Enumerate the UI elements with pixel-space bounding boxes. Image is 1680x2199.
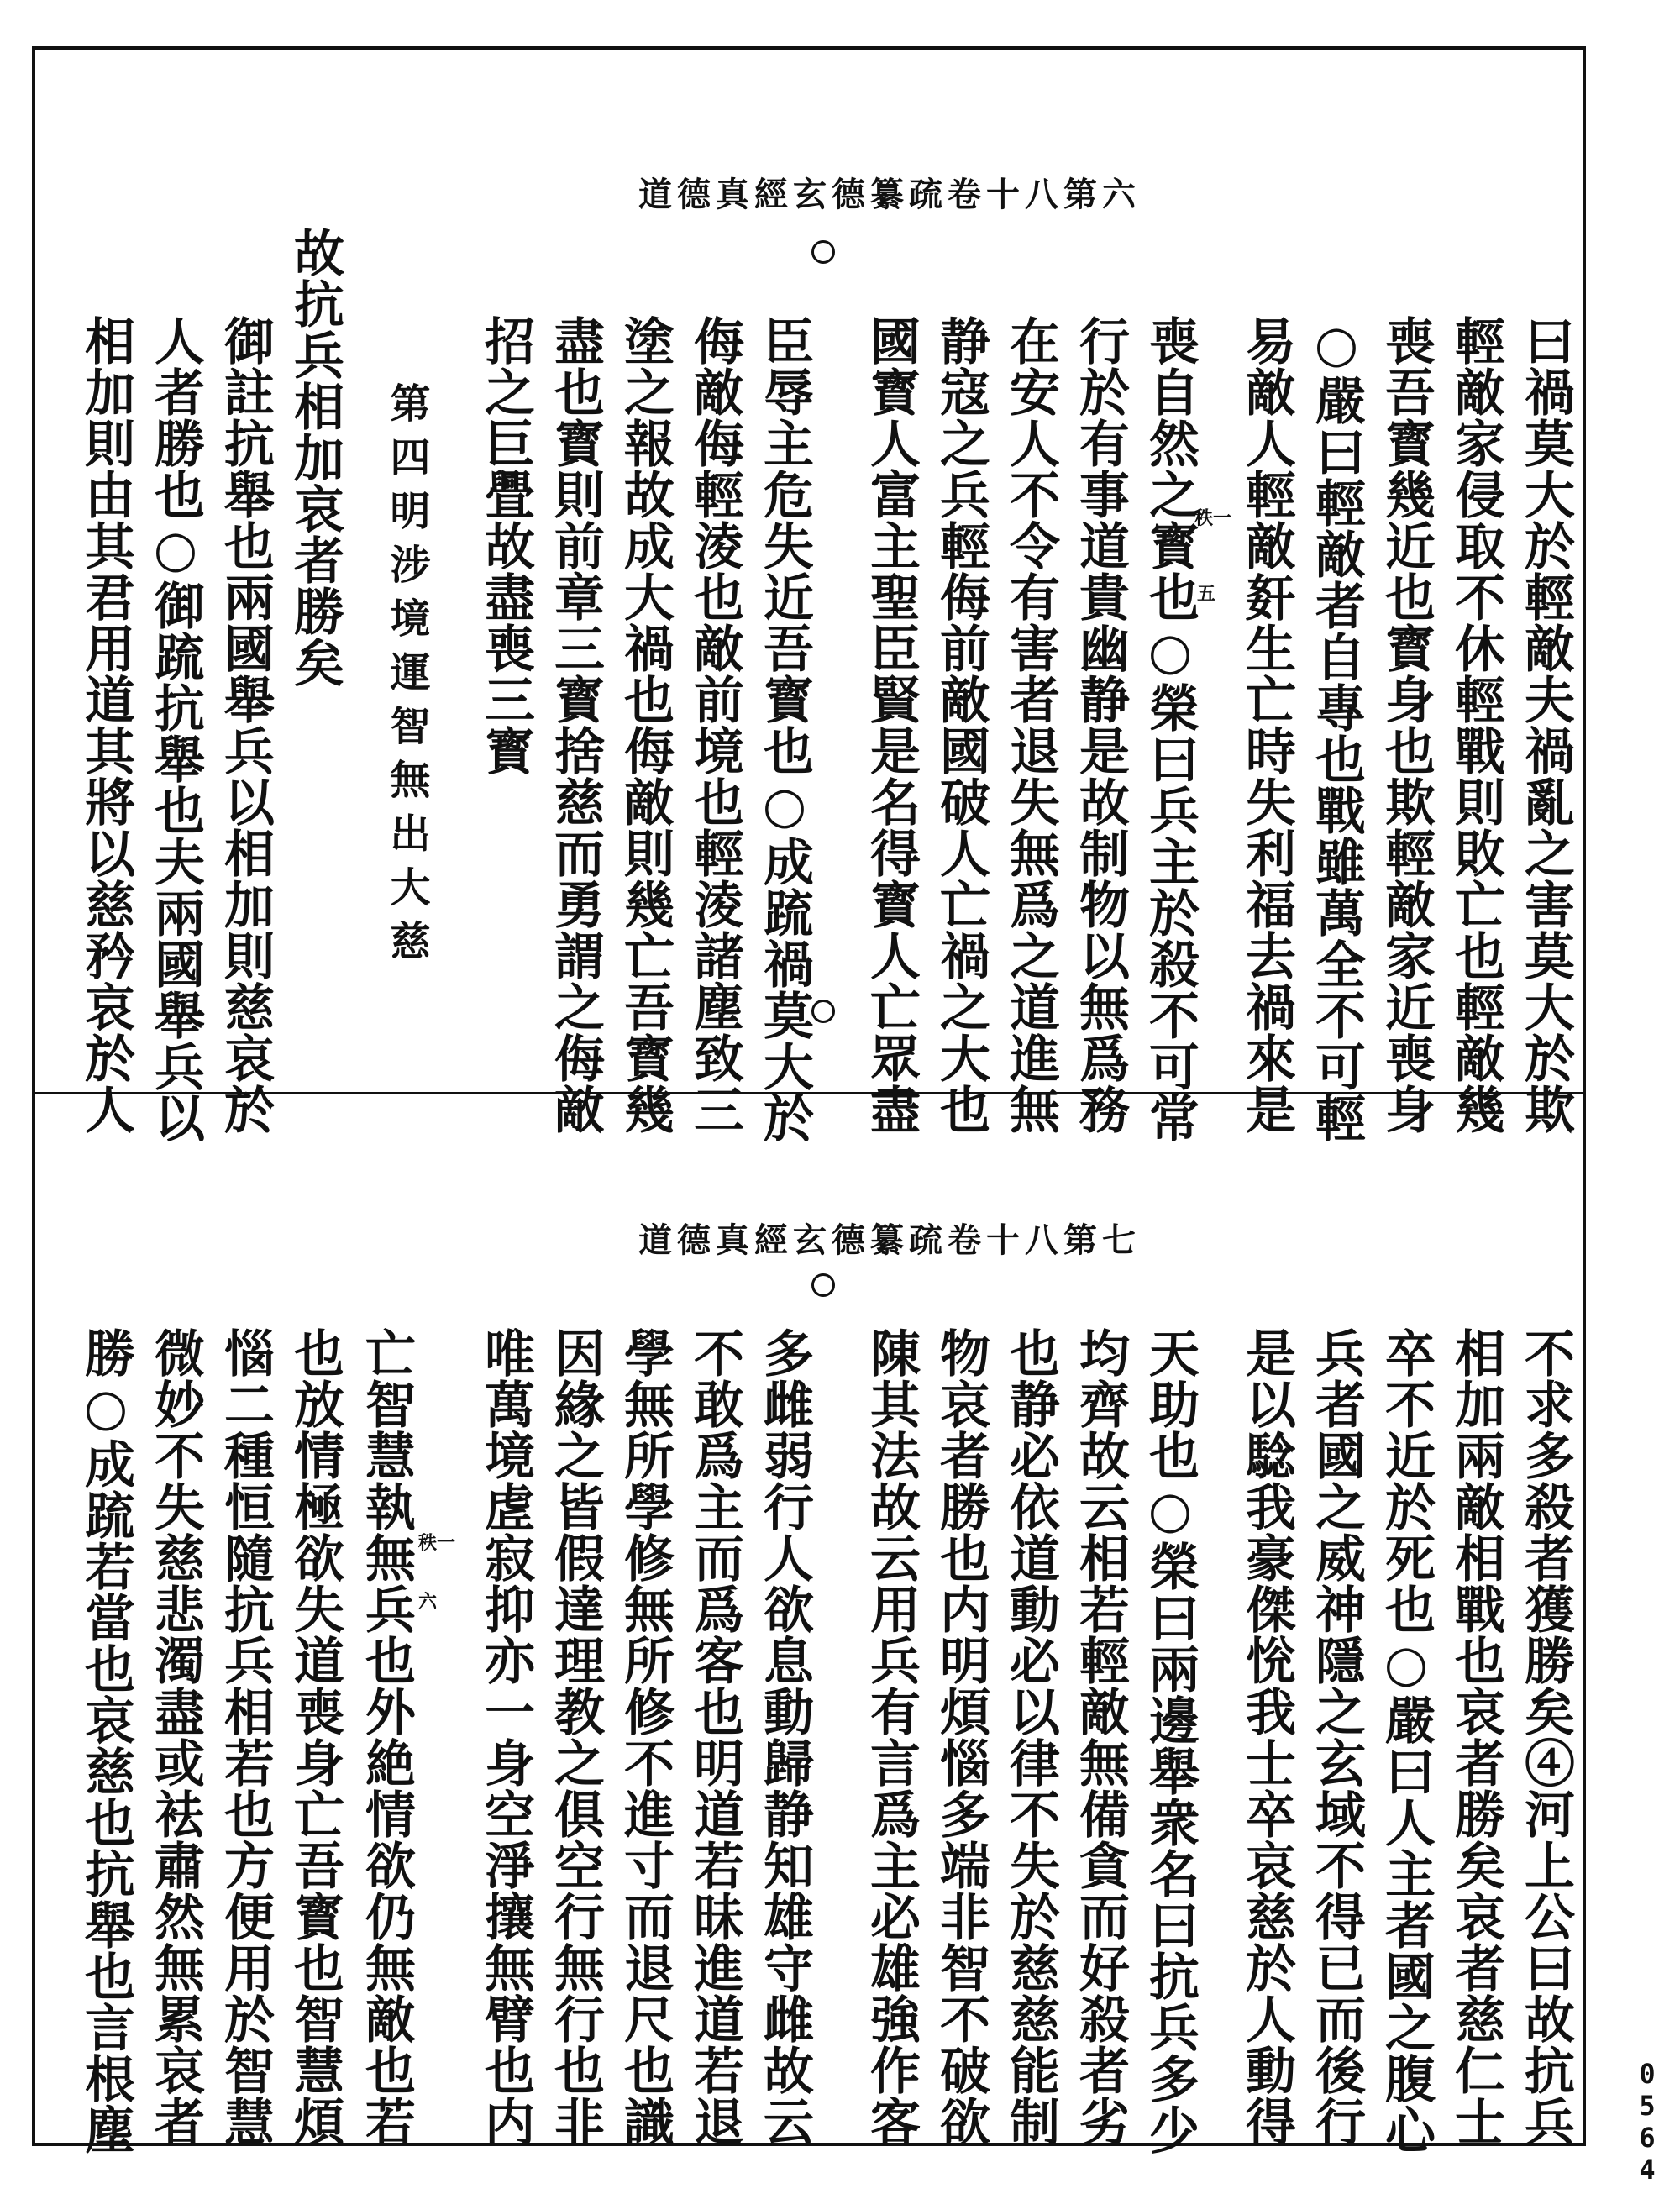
bottom-column: 兵者國之威神隱之玄域不得已而後行 — [1307, 1327, 1366, 2147]
bottom-column: 惱二種恒隨抗兵相若也方便用於智慧 — [216, 1327, 275, 2147]
bottom-column: 亡智慧執無兵也外絶情欲仍無敵也若 — [357, 1327, 416, 2147]
bottom-column: 不求多殺者獲勝矣④河上公曰故抗兵 — [1516, 1327, 1575, 2147]
top-column: 第四明涉境運智無出大慈 — [383, 382, 430, 974]
top-column: 御註抗舉也兩國舉兵以相加則慈哀於 — [216, 315, 275, 1135]
bottom-column: 學無所學修無所修不進寸而退尺也識 — [616, 1327, 675, 2147]
bottom-column: 相加兩敵相戰也哀者勝矣哀者慈仁士 — [1446, 1327, 1505, 2147]
bottom-column: 物哀者勝也内明煩惱多端非智不破欲 — [932, 1327, 990, 2147]
bottom-column: 卒不近於死也○嚴曰人主者國之腹心 — [1377, 1327, 1436, 2155]
top-column: 相加則由其君用道其將以慈矜哀於人 — [76, 315, 135, 1135]
top-column: 行於有事道貴幽静是故制物以無爲務 — [1071, 315, 1130, 1135]
bottom-column: 陳其法故云用兵有言爲主必雄強作客 — [862, 1327, 921, 2147]
top-column: 静寇之兵輕侮前敵國破人亡禍之大也 — [932, 315, 990, 1135]
bottom-column: 也放情極欲失道喪身亡吾寳也智慧煩 — [286, 1327, 344, 2147]
top-column: ○嚴曰輕敵者自專也戰雖萬全不可輕 — [1307, 315, 1366, 1143]
top-header-volume: 卷十八第六 — [948, 175, 1141, 214]
bottom-column: 均齊故云相若輕敵無備貪而好殺者劣 — [1071, 1327, 1130, 2147]
top-circle-mark-lower — [811, 1000, 835, 1023]
top-column: 臣辱主危失近吾寳也○成䟽禍莫大於 — [755, 315, 814, 1143]
top-header — [588, 168, 1141, 216]
bottom-column: 因緣之皆假達理教之俱空行無行也非 — [546, 1327, 605, 2147]
top-column: 塗之報故成大禍也侮敵則幾亡吾寳幾 — [616, 315, 675, 1135]
top-column: 曰禍莫大於輕敵夫禍亂之害莫大於欺 — [1516, 315, 1575, 1135]
top-column: 人者勝也○御䟽抗舉也夫兩國舉兵以 — [146, 315, 205, 1143]
top-column: 侮敵侮輕淩也敵前境也輕淩諸塵致三 — [685, 315, 744, 1135]
bottom-column: 唯萬境虗寂抑亦一身空淨攘無臂也内 — [476, 1327, 535, 2147]
bottom-column: 不敢爲主而爲客也明道若昧進道若退 — [685, 1327, 744, 2147]
top-column: 喪自然之寳也○榮曰兵主於殺不可常 — [1141, 315, 1200, 1143]
top-marginal-note: 秩一 — [1194, 507, 1232, 529]
bottom-column: 也静必依道動必以律不失於慈慈能制 — [1001, 1327, 1060, 2147]
top-column: 輕敵家侵取不休輕戰則敗亡也輕敵幾 — [1446, 315, 1505, 1135]
top-column: 盡也寳則前章三寳捨慈而勇謂之侮敵 — [546, 315, 605, 1135]
bottom-marginal-note: 秩一 — [418, 1532, 456, 1554]
bottom-marginal-note: 六 — [418, 1591, 438, 1613]
top-circle-mark — [811, 240, 835, 264]
bottom-column: 天助也○榮曰兩邊舉衆名曰抗兵多少 — [1141, 1327, 1200, 2155]
bottom-header-volume: 卷十八第七 — [948, 1220, 1141, 1260]
bottom-column: 微妙不失慈悲濁盡或袪肅然無累哀者 — [146, 1327, 205, 2147]
top-header-title: 道德真經玄德纂疏 — [638, 175, 948, 214]
bottom-header-title: 道德真經玄德纂疏 — [638, 1220, 948, 1260]
top-column: 國寳人富主聖臣賢是名得寳人亡眾盡 — [862, 315, 921, 1135]
page-number: 0564 — [1631, 2058, 1663, 2186]
bottom-circle-mark — [811, 1273, 835, 1297]
top-column: 招之巨舋故盡喪三寳 — [476, 315, 535, 776]
bottom-column: 勝○成䟽若當也哀慈也抗舉也言根塵 — [76, 1327, 135, 2155]
top-column: 易敵人輕敵姧生亡時失利福去禍來是 — [1237, 315, 1296, 1135]
bottom-column: 多雌弱行人欲息動歸静知雄守雌故云 — [755, 1327, 814, 2147]
bottom-header — [588, 1214, 1141, 1262]
bottom-column: 是以騐我豪傑恱我士卒哀慈於人動得 — [1237, 1327, 1296, 2147]
top-column: 喪吾寳幾近也寳身也欺輕敵家近喪身 — [1377, 315, 1436, 1135]
top-column: 在安人不令有害者退失無爲之道進無 — [1001, 315, 1060, 1135]
top-marginal-note: 五 — [1197, 583, 1216, 605]
top-column: 故抗兵相加哀者勝矣 — [286, 227, 344, 688]
